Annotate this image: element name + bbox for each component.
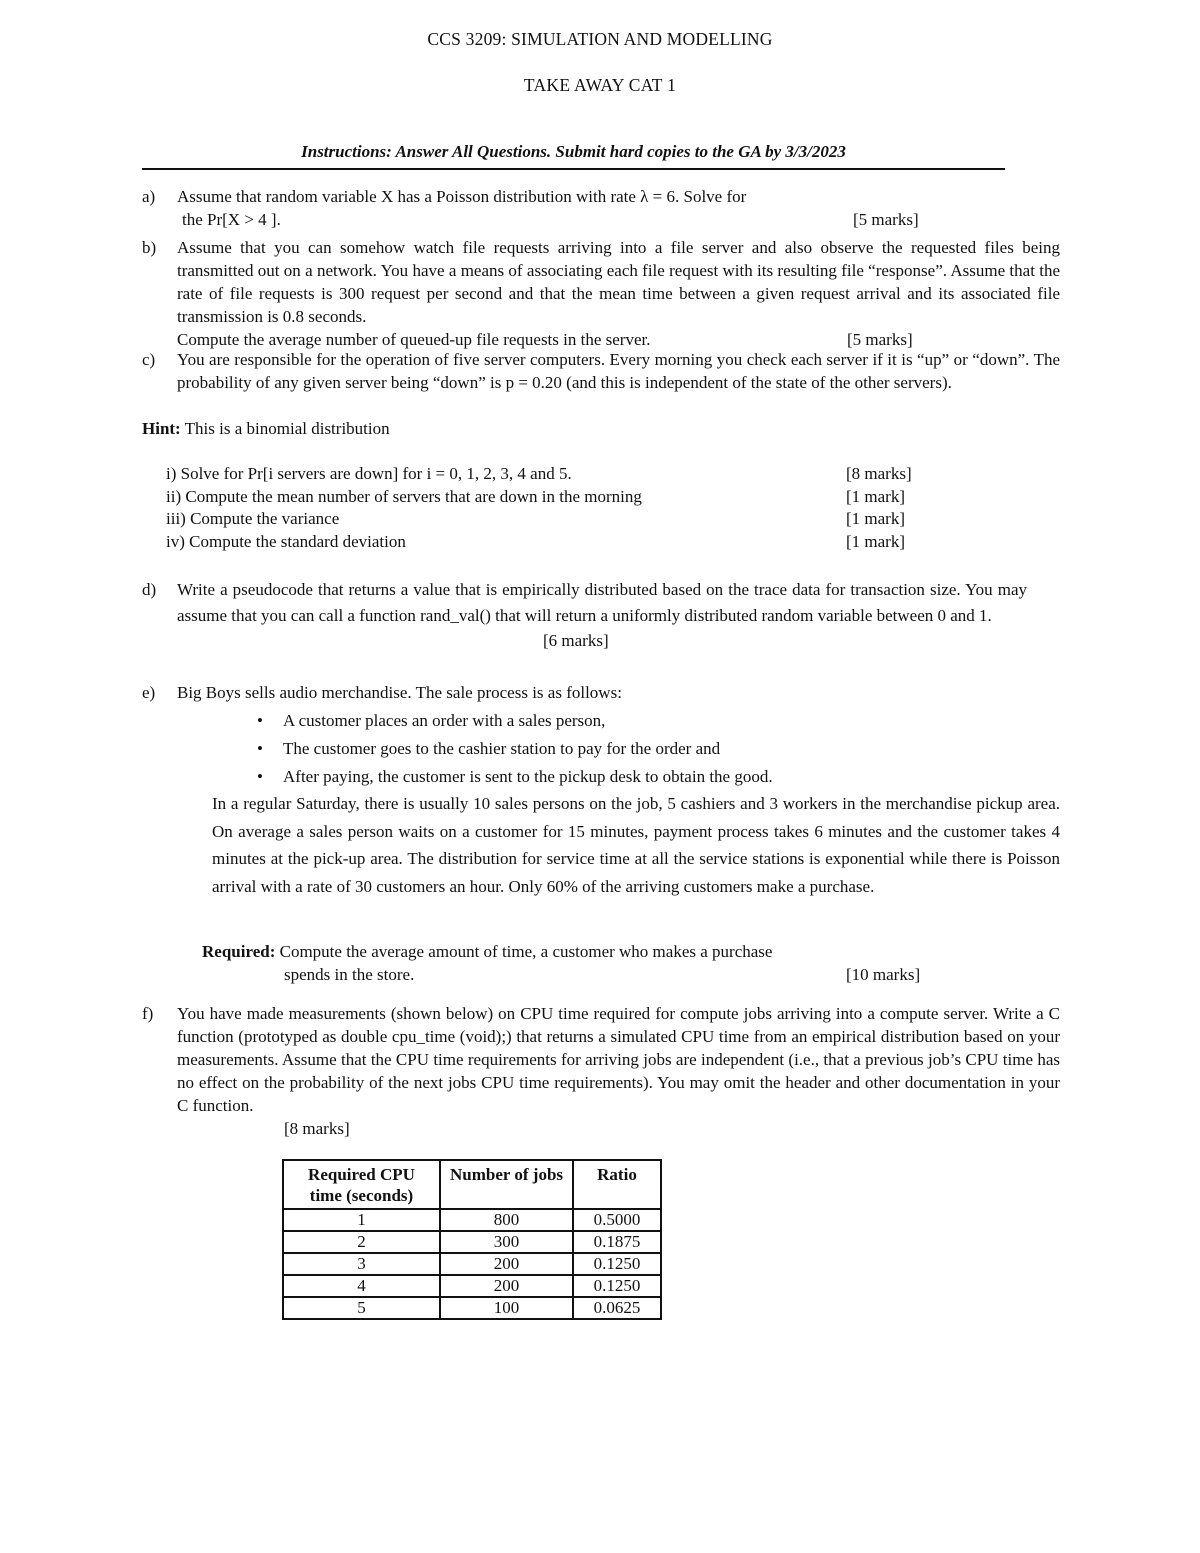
subpart bbox=[166, 463, 926, 486]
table-cell: 0.1875 bbox=[573, 1231, 661, 1253]
cpu-time-table bbox=[282, 1159, 662, 1320]
list-item bbox=[177, 763, 1060, 791]
table-header-row bbox=[283, 1160, 661, 1209]
table-cell: 2 bbox=[283, 1231, 440, 1253]
question-text-line2: the Pr[X > 4 ]. bbox=[182, 209, 281, 229]
question-compute: Compute the average number of queued-up file requests in the server. bbox=[177, 329, 651, 349]
table-cell: 5 bbox=[283, 1297, 440, 1319]
table-cell: 0.1250 bbox=[573, 1275, 661, 1297]
question-text: You are responsible for the operation of five server computers. Every morning you check each server if it is “up” or “down”. The probability of any given server being “down” is p = 0.20 (and this is independent of the state of the other servers). bbox=[177, 350, 1060, 392]
bullet-icon: • bbox=[257, 739, 263, 759]
question-label: a) bbox=[142, 187, 156, 206]
table-cell: 0.5000 bbox=[573, 1209, 661, 1231]
marks: [1 mark] bbox=[846, 486, 906, 506]
table-cell: 0.1250 bbox=[573, 1253, 661, 1275]
subpart-text: ii) Compute the mean number of servers that are down in the morning bbox=[166, 486, 642, 506]
required-line bbox=[202, 941, 942, 964]
question-label: b) bbox=[142, 238, 157, 257]
required-text: Compute the average amount of time, a customer who makes a purchase bbox=[275, 942, 773, 961]
question-e bbox=[142, 679, 1060, 791]
required-line-2 bbox=[202, 964, 942, 987]
question-text: Write a pseudocode that returns a value that is empirically distributed based on the trace data for transaction size. You may assume that you can call a function rand_val() that will return a uniformly distributed random variable between 0 and 1. bbox=[177, 580, 1027, 625]
question-text: Assume that you can somehow watch file requests arriving into a file server and also observe the requested files being transmitted out on a network. You have a means of associating each file request with its resulting file “response”. Assume that the rate of file requests is 300 request per second and that the mean time between a given request arrival and its associated file transmission is 0.8 seconds. bbox=[177, 238, 1060, 326]
question-text: Assume that random variable X has a Poisson distribution with rate λ = 6. Solve for bbox=[177, 187, 747, 206]
question-label: e) bbox=[142, 683, 156, 702]
course-title: CCS 3209: SIMULATION AND MODELLING bbox=[427, 29, 773, 49]
question-text: You have made measurements (shown below) on CPU time required for compute jobs arriving into a compute server. Write a C function (prototyped as double cpu_time (void);) that returns a simulated CPU time from an empirical distribution based on your measurements. Assume that the CPU time requirements for arriving jobs are independent (i.e., that a previous job’s CPU time has no effect on the probability of the next jobs CPU time requirements). You may omit the header and other documentation in your C function. bbox=[177, 1004, 1060, 1115]
question-a bbox=[142, 186, 1060, 232]
marks: [1 mark] bbox=[846, 532, 906, 552]
question-e-paragraph: In a regular Saturday, there is usually 10 sales persons on the job, 5 cashiers and 3 workers in the merchandise pickup area. On average a sales person waits on a customer for 15 minutes, payment process takes 6 minutes and the customer takes 4 minutes at the pick-up area. The distribution for service time at all the service stations is exponential while there is Poisson arrival with a rate of 30 customers an hour. Only 60% of the arriving customers make a purchase. bbox=[212, 794, 1060, 896]
question-b bbox=[142, 237, 1060, 352]
subparts-list bbox=[166, 463, 926, 554]
marks: [6 marks] bbox=[543, 631, 609, 650]
subpart bbox=[166, 531, 926, 554]
question-intro: Big Boys sells audio merchandise. The sale process is as follows: bbox=[177, 683, 622, 702]
required-label: Required: bbox=[202, 942, 276, 961]
cat-title: TAKE AWAY CAT 1 bbox=[523, 75, 677, 95]
hint-text: This is a binomial distribution bbox=[180, 419, 390, 438]
hint bbox=[142, 418, 390, 441]
instructions: Instructions: Answer All Questions. Submit hard copies to the GA by 3/3/2023 bbox=[301, 142, 846, 161]
table-cell: 200 bbox=[440, 1275, 573, 1297]
table-cell: 300 bbox=[440, 1231, 573, 1253]
marks: [5 marks] bbox=[853, 209, 919, 229]
column-header: Required CPU time (seconds) bbox=[283, 1160, 440, 1209]
list-item bbox=[177, 707, 1060, 735]
column-header: Number of jobs bbox=[440, 1160, 573, 1209]
list-item-text: A customer places an order with a sales person, bbox=[283, 711, 606, 731]
table-cell: 4 bbox=[283, 1275, 440, 1297]
list-item bbox=[177, 735, 1060, 763]
question-label: d) bbox=[142, 580, 157, 599]
required-block bbox=[202, 941, 942, 987]
marks: [8 marks] bbox=[284, 1118, 350, 1138]
column-header: Ratio bbox=[573, 1160, 661, 1209]
marks: [8 marks] bbox=[846, 464, 912, 483]
hint-label: Hint: bbox=[142, 419, 181, 438]
subpart bbox=[166, 486, 926, 509]
table-row bbox=[283, 1209, 661, 1231]
question-label: f) bbox=[142, 1004, 154, 1023]
question-text-cont bbox=[177, 209, 1060, 232]
question-label: c) bbox=[142, 350, 156, 369]
subpart bbox=[166, 508, 926, 531]
table-cell: 1 bbox=[283, 1209, 440, 1231]
bullet-icon: • bbox=[257, 767, 263, 787]
question-d bbox=[142, 577, 1060, 650]
bullet-icon: • bbox=[257, 711, 263, 731]
required-text-2: spends in the store. bbox=[284, 964, 415, 984]
table-cell: 0.0625 bbox=[573, 1297, 661, 1319]
table-cell: 3 bbox=[283, 1253, 440, 1275]
marks: [5 marks] bbox=[847, 329, 913, 349]
table-cell: 100 bbox=[440, 1297, 573, 1319]
marks: [10 marks] bbox=[846, 964, 921, 984]
table-row bbox=[283, 1231, 661, 1253]
list-item-text: The customer goes to the cashier station to pay for the order and bbox=[283, 739, 721, 759]
table-cell: 200 bbox=[440, 1253, 573, 1275]
list-item-text: After paying, the customer is sent to the pickup desk to obtain the good. bbox=[283, 767, 773, 787]
table-row bbox=[283, 1297, 661, 1319]
subpart-text: iii) Compute the variance bbox=[166, 509, 340, 529]
subpart-text: iv) Compute the standard deviation bbox=[166, 532, 406, 552]
table-cell: 800 bbox=[440, 1209, 573, 1231]
table-row bbox=[283, 1275, 661, 1297]
subpart-text: i) Solve for Pr[i servers are down] for i = 0, 1, 2, 3, 4 and 5. bbox=[166, 464, 572, 483]
header-divider bbox=[142, 168, 1005, 170]
question-c bbox=[142, 349, 1060, 395]
marks: [1 mark] bbox=[846, 509, 906, 529]
bullet-list bbox=[177, 707, 1060, 791]
question-f bbox=[142, 1003, 1060, 1141]
table-row bbox=[283, 1253, 661, 1275]
